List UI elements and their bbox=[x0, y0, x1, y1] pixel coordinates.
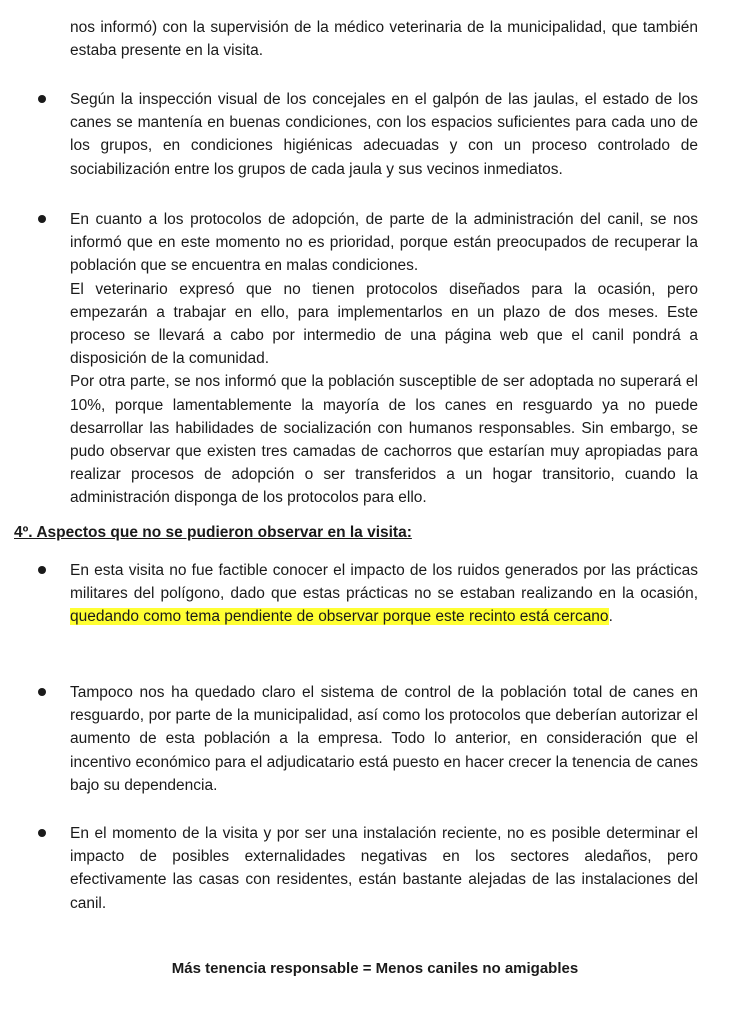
bullet-dot bbox=[38, 215, 46, 223]
section-heading: 4º. Aspectos que no se pudieron observar en la visita: bbox=[14, 524, 412, 541]
paragraph-text: Según la inspección visual de los concejales en el galpón de las jaulas, el estado de los canes se mantenía en buenas condiciones, con los espacios suficientes para cada uno de los grupos, en condiciones higiénicas adecuadas y con un proceso controlado de sociabilización entre los grupos de cada jaula y sus vecinos inmediatos. bbox=[70, 91, 698, 178]
paragraph-text bbox=[70, 559, 698, 629]
paragraph-text: El veterinario expresó que no tienen protocolos diseñados para la ocasión, pero empezarán a trabajar en ello, para implementarlos en un plazo de dos meses. Este proceso se llevará a cabo por intermedio de una página web que el canil pondrá a disposición de la comunidad. bbox=[70, 280, 698, 368]
paragraph-text: En el momento de la visita y por ser una instalación reciente, no es posible determinar el impacto de posibles externalidades negativas en los sectores aledaños, pero efectivamente las casas con residentes, están bastante alejadas de las instalaciones del canil. bbox=[70, 825, 698, 912]
continuation-paragraph bbox=[70, 16, 698, 62]
highlighted-text: quedando como tema pendiente de observar porque este recinto está cercano bbox=[70, 608, 609, 626]
bullet-item-adoption bbox=[70, 208, 698, 510]
bullet-item-noise bbox=[70, 559, 698, 629]
paragraph-text: Por otra parte, se nos informó que la población susceptible de ser adoptada no superará el 10%, porque lamentablemente la mayoría de los canes en resguardo ya no puede desarrollar las habilidades de socialización con humanos responsables. Sin embargo, se pudo observar que existen tres camadas de cachorros que estarían muy apropiadas para realizar procesos de adopción o ser transferidos a un hogar transitorio, cuando la administración disponga de los protocolos para ello. bbox=[70, 373, 698, 507]
paragraph-text: En cuanto a los protocolos de adopción, de parte de la administración del canil, se nos informó que en este momento no es prioridad, porque están preocupados de recuperar la población que se encuentra en malas condiciones. bbox=[70, 211, 698, 275]
bullet-dot bbox=[38, 566, 46, 574]
bullet-dot bbox=[38, 95, 46, 103]
bullet-dot bbox=[38, 829, 46, 837]
bullet-item-inspection bbox=[70, 88, 698, 181]
text-span: . bbox=[608, 608, 613, 626]
bullet-dot bbox=[38, 688, 46, 696]
paragraph-text: Tampoco nos ha quedado claro el sistema de control de la población total de canes en resguardo, por parte de la municipalidad, así como los protocolos que deberían autorizar el aumento de esta población a la empresa. Todo lo anterior, en consideración que el incentivo económico para el adjudicatario está puesto en hacer crecer la tenencia de canes bajo su dependencia. bbox=[70, 684, 698, 794]
bullet-item-externalities bbox=[70, 822, 698, 915]
footer-slogan: Más tenencia responsable = Menos caniles no amigables bbox=[171, 960, 579, 977]
paragraph-text: nos informó) con la supervisión de la médico veterinaria de la municipalidad, que también estaba presente en la visita. bbox=[70, 19, 698, 60]
text-span: En esta visita no fue factible conocer el impacto de los ruidos generados por las prácticas militares del polígono, dado que estas prácticas no se estaban realizando en la ocasión, bbox=[70, 562, 698, 603]
bullet-item-control bbox=[70, 681, 698, 797]
